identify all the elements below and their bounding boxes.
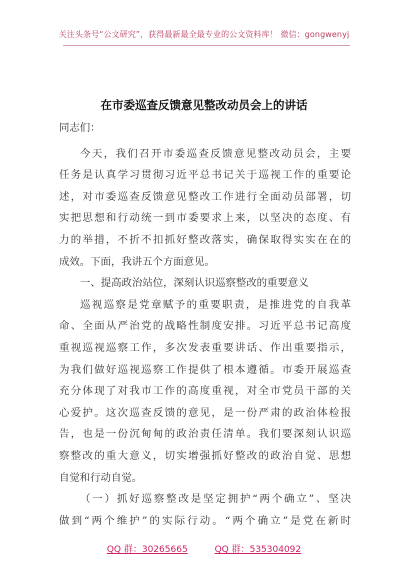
body-line: 命、全面从严治党的战略性制度安排。习近平总书记高度 [59,320,351,333]
header-divider [63,45,350,46]
footer [0,542,408,555]
document-title: 在市委巡查反馈意见整改动员会上的讲话 [100,98,308,112]
body-line: 巡视巡察是党章赋予的重要职责，是推进党的自我革 [80,298,351,311]
body-line: 心爱护。这次巡查反馈的意见，是一份严肃的政治体检报 [59,406,351,419]
body-line: 察整改的重大意义，切实增强抓好整改的政治自觉、思想 [59,449,351,462]
body-line: 今天，我们召开市委巡查反馈意见整改动员会，主要 [80,147,351,160]
document-body [59,118,351,532]
footer-qq-group-2: QQ 群：535304092 [214,545,302,555]
body-line: 一、提高政治站位，深刻认识巡察整改的重要意义 [80,277,309,290]
body-line: （一）抓好巡察整改是坚定拥护“两个确立”、坚决 [80,493,351,506]
body-line: 做到“两个维护”的实际行动。“两个确立”是党在新时 [59,514,351,527]
greeting: 同志们： [59,122,101,134]
body-line: 述，对市委巡查反馈意见整改工作进行全面动员部署，切 [59,190,351,203]
body-line: 自觉和行动自觉。 [59,471,143,484]
header-promo-note: 关注头条号“公文研究”，获得最新最全最专业的公文资料库！ 微信：gongwenyj [58,30,350,39]
body-line: 任务是认真学习贯彻习近平总书记关于巡视工作的重要论 [59,169,351,182]
body-line: 充分体现了对我市工作的高度重视，对全市党员干部的关 [59,385,351,398]
body-line: 为我们做好巡视巡察工作提供了根本遵循。市委开展巡查 [59,363,351,376]
body-line: 力的举措，不折不扣抓好整改落实，确保取得实实在在的 [59,233,351,246]
body-line: 成效。下面，我讲五个方面意见。 [59,255,215,268]
footer-qq-group-1: QQ 群：30265665 [106,545,188,555]
body-line: 告，也是一份沉甸甸的政治责任清单。我们要深刻认识巡 [59,428,351,441]
body-line: 重视巡视巡察工作，多次发表重要讲话、作出重要指示， [59,341,351,354]
body-lines [59,144,351,533]
body-line: 实把思想和行动统一到市委要求上来，以坚决的态度、有 [59,212,351,225]
